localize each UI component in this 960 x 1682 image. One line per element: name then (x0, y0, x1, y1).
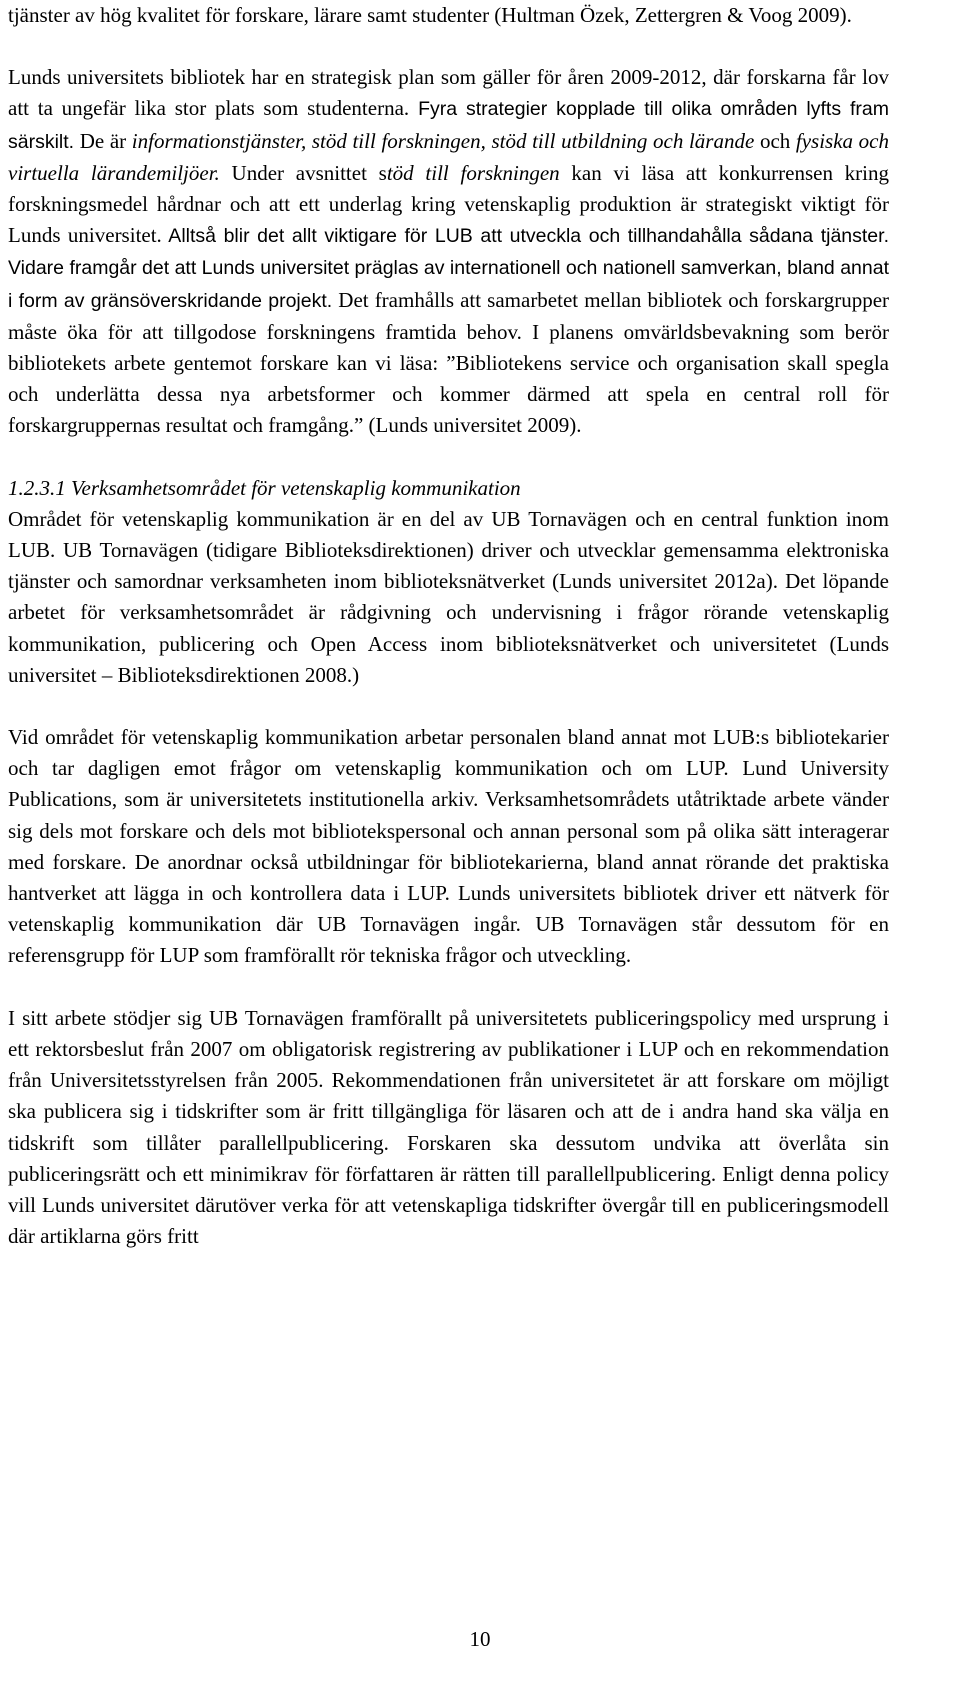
plan-sentence-1: Lunds universitets bibliotek har en strategisk plan som gäller för åren 2009-2012, där forskarna får lov att ta ungefär lika stor plats som studenterna. (8, 65, 889, 121)
section-heading: 1.2.3.1 Verksamhetsområdet för vetenskaplig kommunikation (8, 475, 521, 500)
plan-sentence-6: Vidare framgår det att Lunds universitet präglas av internationell och nationell samverkan, bland annat i form av gränsöverskridande projekt. (8, 257, 889, 312)
plan-sentence-3-italic-2: fysiska och virtuella lärandemiljöer. (8, 128, 889, 185)
plan-sentence-4b: kan vi läsa att konkurrensen kring forskningsmedel hårdnar och att ett underlag kring vetenskaplig produktion är strategiskt viktigt för Lunds universitet. (8, 160, 890, 248)
plan-sentence-4-italic: töd till forskningen (386, 160, 560, 185)
document-body (8, 0, 889, 1252)
paragraph-staff: Vid området för vetenskaplig kommunikation arbetar personalen bland annat mot LUB:s bibliotekarier och tar dagligen emot frågor om vetenskaplig kommunikation och om LUP. Lund University Publications, som är universitetets institutionella arkiv. Verksamhetsområdets utåtriktade arbete vänder sig dels mot forskare och dels mot bibliotekspersonal och annan personal som på olika sätt interagerar med forskare. De anordnar också utbildningar för bibliotekarierna, bland annat rörande det praktiska hantverket att lägga in och kontrollera data i LUP. Lunds universitets bibliotek driver ett nätverk för vetenskaplig kommunikation där UB Tornavägen ingår. UB Tornavägen står dessutom för en referensgrupp för LUP som framförallt rör tekniska frågor och utveckling. (8, 725, 889, 968)
plan-sentence-3b: och (754, 128, 796, 153)
page-number: 10 (469, 1627, 491, 1651)
plan-sentence-2: Fyra strategier kopplade till olika områden lyfts fram särskilt. (8, 98, 889, 153)
plan-sentence-3a: De är (74, 128, 132, 153)
paragraph-spacer (8, 31, 889, 62)
paragraph-spacer (8, 972, 889, 1003)
paragraph-strategic-plan (8, 62, 889, 441)
paragraph-spacer (8, 442, 889, 473)
paragraph-communication-area: Området för vetenskaplig kommunikation är en del av UB Tornavägen och en central funktion inom LUB. UB Tornavägen (tidigare Biblioteksdirektionen) driver och utvecklar gemensamma elektroniska tjänster och samordnar verksamheten inom biblioteksnätverket (Lunds universitet 2012a). Det löpande arbetet för verksamhetsområdet är rådgivning och undervisning i frågor rörande vetenskaplig kommunikation, publicering och Open Access inom biblioteksnätverket och universitetet (Lunds universitet – Biblioteksdirektionen 2008.) (8, 506, 889, 687)
plan-sentence-5: Alltså blir det allt viktigare för LUB att utveckla och tillhandahålla sådana tjänster. (161, 225, 889, 248)
plan-sentence-7: Det framhålls att samarbetet mellan bibliotek och forskargrupper måste öka för att tillgodose forskningens framtida behov. I planens omvärldsbevakning som berör bibliotekets arbete gentemot forskare kan vi läsa: ”Bibliotekens service och organisation skall spegla och underlätta dessa nya arbetsformer och kommer därmed att spela en central roll för forskargruppernas resultat och framgång.” (Lunds universitet 2009). (8, 287, 890, 438)
plan-sentence-4a: Under avsnittet s (219, 160, 387, 185)
paragraph-publication-policy: I sitt arbete stödjer sig UB Tornavägen framförallt på universitetets publiceringspolicy med ursprung i ett rektorsbeslut från 2007 om obligatorisk registrering av publikationer i LUP och en rekommendation från Universitetsstyrelsen från 2005. Rekommendationen från universitetet är att forskare om möjligt ska publicera sig i tidskrifter som är fritt tillgängliga för läsaren och att de i andra hand ska välja en tidskrift som tillåter parallellpublicering. Forskaren ska dessutom undvika att överlåta sin publiceringsrätt och ett minimikrav för författaren är rätten till parallellpublicering. Enligt denna policy vill Lunds universitet därutöver verka för att vetenskapliga tidskrifter övergår till en publiceringsmodell där artiklarna görs fritt (8, 1005, 889, 1249)
paragraph-spacer (8, 691, 889, 722)
plan-sentence-3-italic-1: informationstjänster, stöd till forskningen, stöd till utbildning och lärande (131, 128, 755, 153)
paragraph-intro: tjänster av hög kvalitet för forskare, lärare samt studenter (Hultman Özek, Zettergren & Voog 2009). (8, 3, 852, 27)
